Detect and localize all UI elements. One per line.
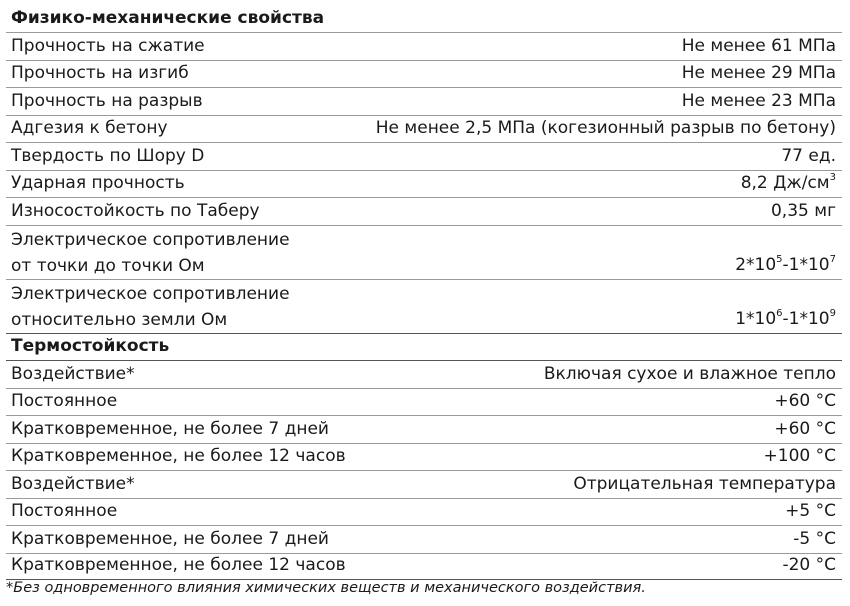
property-label: Постоянное: [11, 501, 118, 521]
table-row: [6, 553, 842, 581]
property-label: Электрическое сопротивление относительно земли Ом: [11, 283, 290, 330]
section-title: Физико-механические свойства: [11, 8, 325, 28]
table-row: [6, 60, 842, 88]
table-row: [6, 470, 842, 498]
section-title: Термостойкость: [11, 336, 170, 356]
property-label: Кратковременное, не более 7 дней: [11, 418, 329, 439]
property-label: Воздействие*: [11, 363, 135, 384]
footnote: *Без одновременного влияния химических веществ и механического воздействия.: [6, 580, 646, 596]
property-label: Прочность на сжатие: [11, 35, 205, 56]
property-value: Не менее 2,5 МПа (когезионный разрыв по бетону): [375, 118, 836, 138]
property-label: Износостойкость по Таберу: [11, 200, 260, 221]
property-value: Не менее 61 МПа: [681, 35, 836, 56]
table-row: [6, 225, 842, 279]
table-row: [6, 197, 842, 225]
property-label: Кратковременное, не более 12 часов: [11, 555, 346, 575]
property-label: Ударная прочность: [11, 173, 185, 193]
property-value: Не менее 23 МПа: [681, 90, 836, 111]
property-label: Прочность на разрыв: [11, 90, 203, 111]
property-label: Кратковременное, не более 12 часов: [11, 446, 346, 466]
table-row: [6, 279, 842, 333]
property-value: $1*10^6-1*10^9$: [735, 307, 836, 329]
property-label: Адгезия к бетону: [11, 118, 168, 138]
table-row: [6, 525, 842, 553]
table-row: [6, 142, 842, 170]
table-row: [6, 360, 842, 388]
property-label: Электрическое сопротивление от точки до точки Ом: [11, 229, 290, 276]
property-label: Воздействие*: [11, 473, 135, 494]
property-label: Кратковременное, не более 7 дней: [11, 528, 329, 549]
property-label: Твердость по Шору D: [11, 145, 205, 166]
property-value: +60 °C: [774, 391, 836, 411]
property-label: Прочность на изгиб: [11, 63, 189, 83]
property-value: Включая сухое и влажное тепло: [543, 363, 836, 384]
property-value: -20 °C: [782, 555, 836, 575]
property-value: $2*10^5-1*10^7$: [735, 253, 836, 275]
property-value: 77 ед.: [781, 145, 836, 166]
property-value: -5 °C: [793, 528, 836, 549]
property-value: +5 °C: [785, 501, 836, 521]
table-row: [6, 415, 842, 443]
property-label: Постоянное: [11, 391, 118, 411]
property-value: 0,35 мг: [770, 200, 836, 221]
table-row: [6, 443, 842, 471]
section-header-thermal: [6, 333, 842, 361]
table-row: [6, 498, 842, 526]
table-row: [6, 32, 842, 60]
property-value: 8,2 $Дж/см^3$: [740, 172, 836, 193]
table-row: [6, 388, 842, 416]
property-value: +100 °C: [763, 446, 836, 466]
table-row: [6, 170, 842, 198]
table-row: [6, 87, 842, 115]
property-value: Не менее 29 МПа: [681, 63, 836, 83]
properties-table: [6, 6, 842, 580]
property-value: Отрицательная температура: [573, 473, 836, 494]
property-value: +60 °C: [774, 418, 836, 439]
section-header-mechanical: [6, 6, 842, 32]
table-row: [6, 115, 842, 143]
